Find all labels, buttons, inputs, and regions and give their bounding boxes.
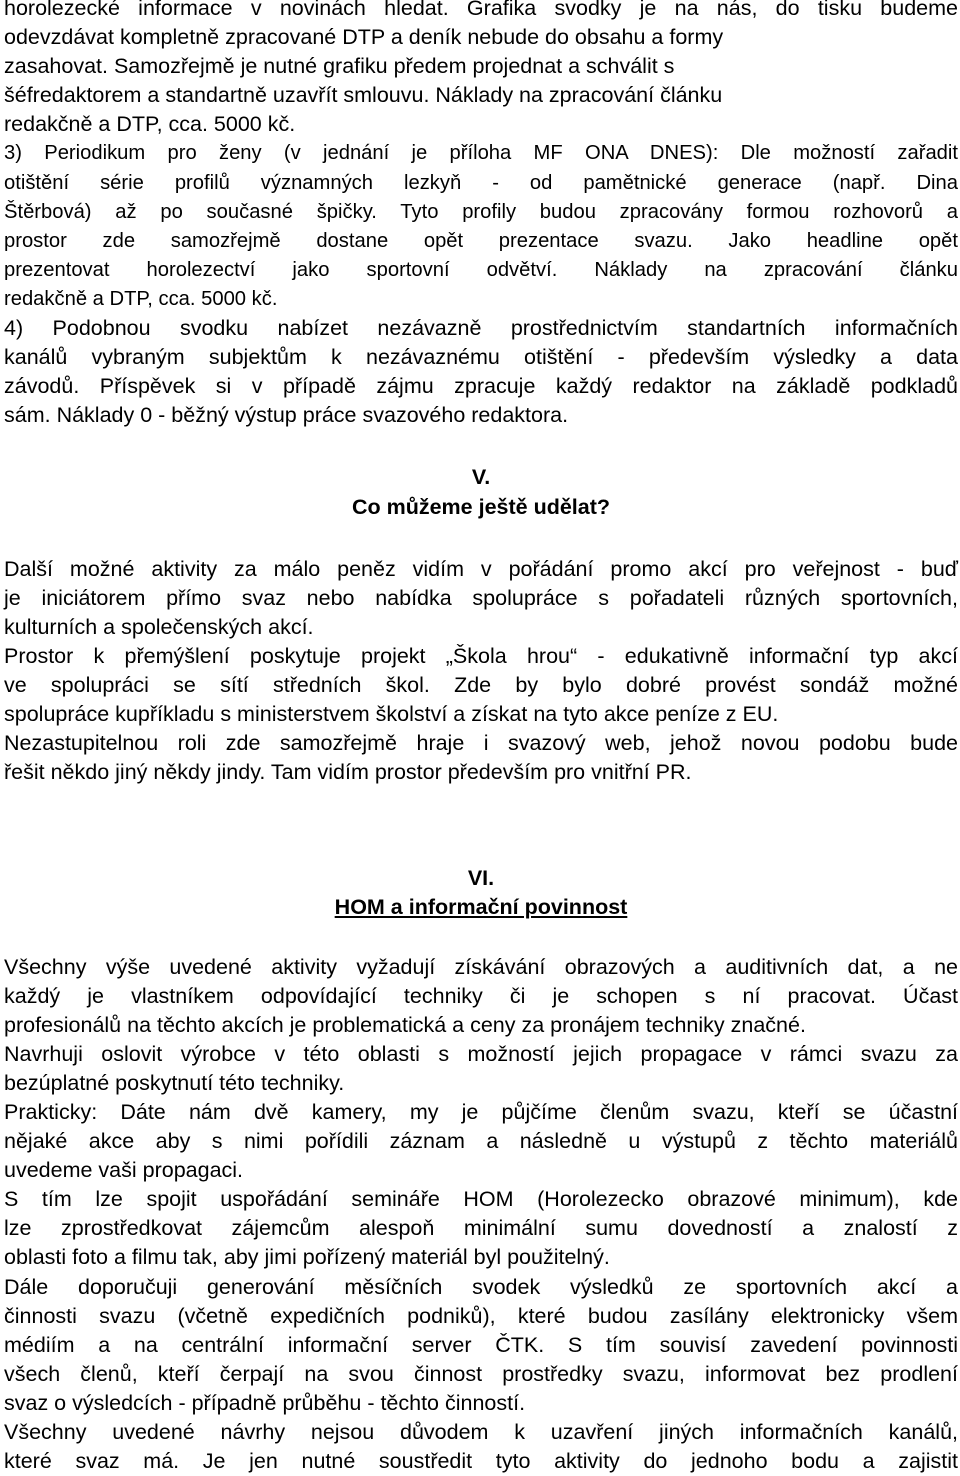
text-line: svaz o výsledcích - případně průběhu - těchto činností. [4,1390,526,1415]
text-line: prostor zde samozřejmě dostane opět prezentace svazu. Jako headline opět [4,229,958,252]
section-title: Co můžeme ještě udělat? [351,494,611,519]
text-line: redakčně a DTP, cca. 5000 kč. [4,112,296,137]
section-title: HOM a informační povinnost [334,895,628,920]
text-line: které svaz má. Je jen nutné soustředit tyto aktivity do jednoho bodu a zajistit [4,1449,958,1474]
text-line: odevzdávat kompletně zpracované DTP a deník nebude do obsahu a formy [4,25,724,50]
text-line: zasahovat. Samozřejmě je nutné grafiku předem projednat a schválit s [4,54,675,79]
paragraph-section-vi [4,953,958,1476]
text-line: otištění série profilů významných lezkyň - od pamětnické generace (např. Dina [4,171,958,194]
text-line: Prostor k přemýšlení poskytuje projekt „Škola hrou“ - edukativně informační typ akcí [4,643,958,668]
text-line: šéfredaktorem a standartně uzavřít smlouvu. Náklady na zpracování článku [4,83,723,108]
text-line: Štěrbová) až po současné špičky. Tyto profily budou zpracovány formou rozhovorů a [4,200,958,223]
text-line: všech členů, kteří čerpají na svou činnost prostředky svazu, informovat bez prodlení [4,1361,958,1386]
text-line: kulturních a společenských akcí. [4,614,314,639]
text-line: Navrhuji oslovit výrobce v této oblasti s možností jejich propagace v rámci svazu za [4,1041,958,1066]
text-line: sám. Náklady 0 - běžný výstup práce svazového redaktora. [4,403,569,428]
section-v-heading [4,463,958,521]
text-line: Všechny výše uvedené aktivity vyžadují získávání obrazových a auditivních dat, a ne [4,954,958,979]
text-line: lze zprostředkovat zájemcům alespoň minimální sumu dovedností a znalostí z [4,1216,958,1241]
paragraph-item-4 [4,314,958,430]
text-line: spolupráce kupříkladu s ministerstvem školství a získat na tyto akce peníze z EU. [4,702,779,727]
text-line: oblasti foto a filmu tak, aby jimi pořízený materiál byl použitelný. [4,1245,610,1270]
text-line: Nezastupitelnou roli zde samozřejmě hraje i svazový web, jehož novou podobu bude [4,731,958,756]
text-line: redakčně a DTP, cca. 5000 kč. [4,287,278,310]
text-line: řešit někdo jiný někdy jindy. Tam vidím prostor především pro vnitřní PR. [4,760,692,785]
text-line: každý je vlastníkem odpovídající techniky či je schopen s ní pracovat. Účast [4,983,958,1008]
text-line: činnosti svazu (včetně expedičních podniků), které budou zasílány elektronicky všem [4,1303,958,1328]
paragraph-intro [4,0,958,139]
text-line: horolezecké informace v novinách hledat. Grafika svodky je na nás, do tisku budeme [4,0,958,20]
text-line: Další možné aktivity za málo peněz vidím v pořádání promo akcí pro veřejnost - buď [4,556,958,581]
paragraph-item-3 [4,139,958,314]
section-number: V. [471,465,491,490]
section-number: VI. [467,866,495,891]
text-line: nějaké akce aby s nimi pořídili záznam a následně u výstupů z těchto materiálů [4,1129,958,1154]
section-vi-heading [4,864,958,922]
text-line: 3) Periodikum pro ženy (v jednání je příloha MF ONA DNES): Dle možností zařadit [4,142,958,165]
text-line: médiím a na centrální informační server ČTK. S tím souvisí zavedení povinnosti [4,1332,958,1357]
text-line: je iniciátorem přímo svaz nebo nabídka spolupráce s pořadateli různých sportovních, [4,585,958,610]
text-line: bezúplatné poskytnutí této techniky. [4,1070,345,1095]
text-line: S tím lze spojit uspořádání semináře HOM (Horolezecko obrazové minimum), kde [4,1187,958,1212]
text-line: kanálů vybraným subjektům k nezávaznému otištění - především výsledky a data [4,345,958,370]
paragraph-section-v [4,555,958,788]
text-line: profesionálů na těchto akcích je problematická a ceny za pronájem techniky značné. [4,1012,806,1037]
text-line: prezentovat horolezectví jako sportovní odvětví. Náklady na zpracování článku [4,258,958,281]
document-page [4,0,958,1476]
text-line: Dále doporučuji generování měsíčních svodek výsledků ze sportovních akcí a [4,1274,958,1299]
text-line: 4) Podobnou svodku nabízet nezávazně prostřednictvím standartních informačních [4,316,958,341]
text-line: uvedeme vaši propagaci. [4,1158,244,1183]
text-line: závodů. Příspěvek si v případě zájmu zpracuje každý redaktor na základě podkladů [4,374,958,399]
text-line: Všechny uvedené návrhy nejsou důvodem k uzavření jiných informačních kanálů, [4,1420,958,1445]
text-line: Prakticky: Dáte nám dvě kamery, my je půjčíme členům svazu, kteří se účastní [4,1100,958,1124]
text-line: ve spolupráci se sítí středních škol. Zde by bylo dobré provést sondáž možné [4,672,958,697]
